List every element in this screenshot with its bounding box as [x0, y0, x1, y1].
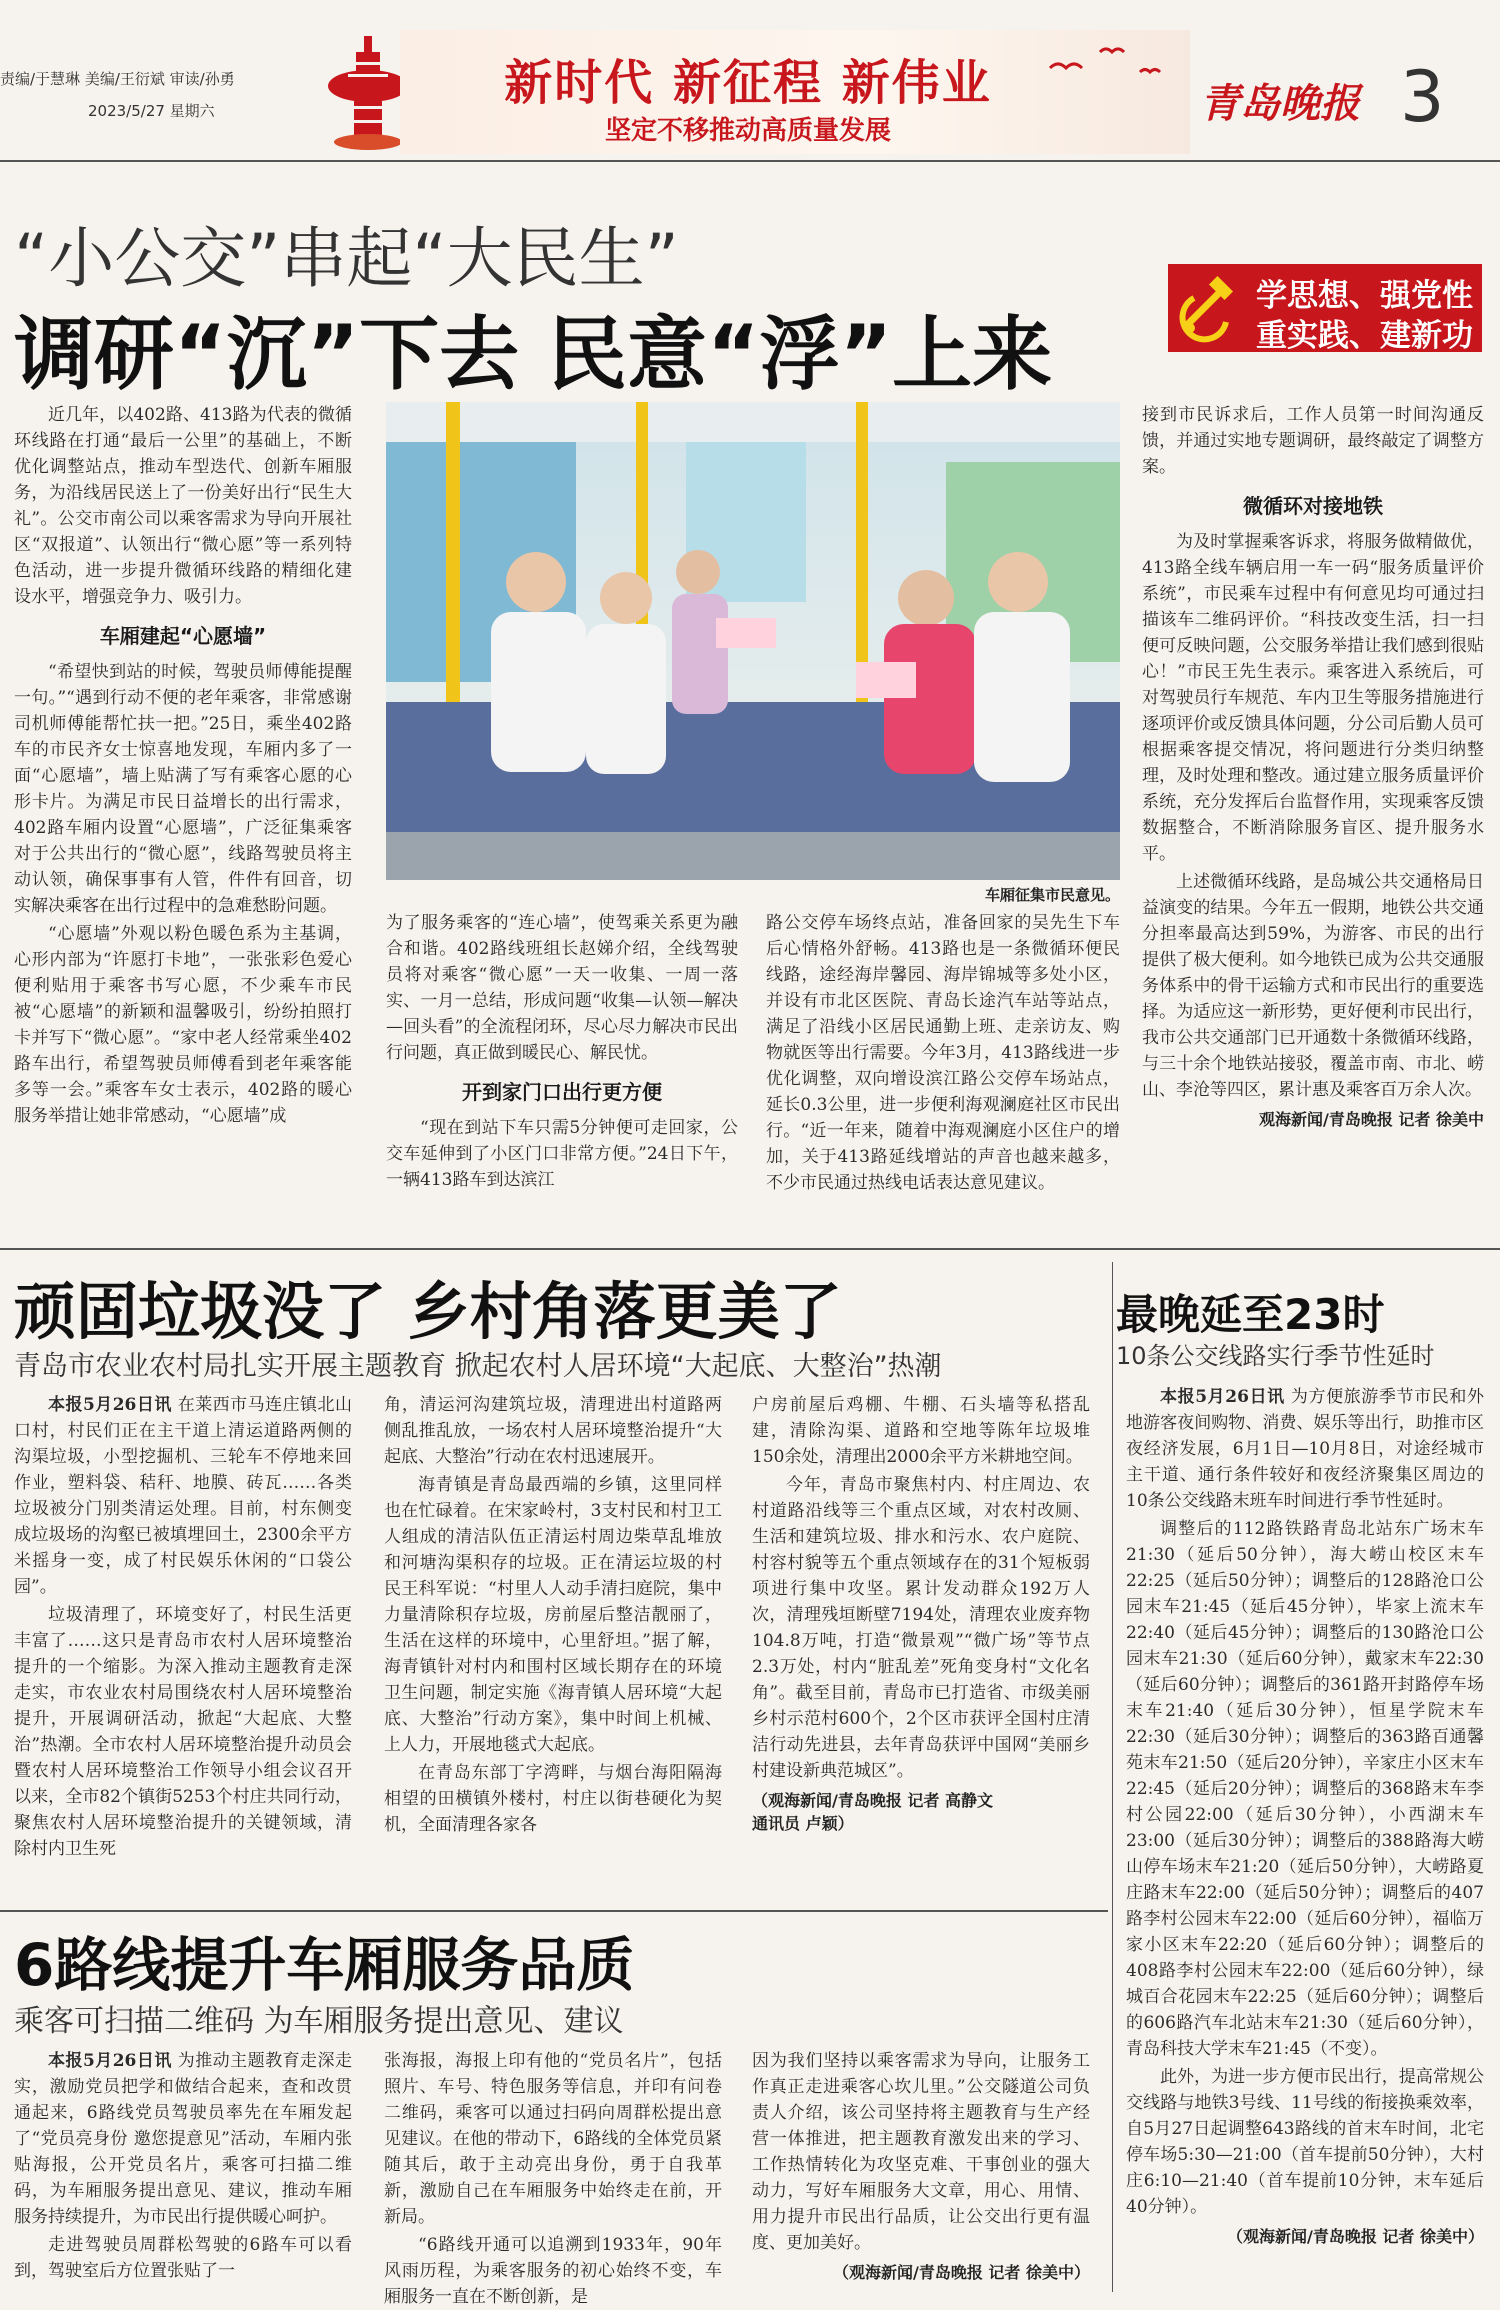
article4-paragraph: 走进驾驶员周群松驾驶的6路车可以看到，驾驶室后方位置张贴了一 — [14, 2235, 352, 2281]
article3-subhead: 10条公交线路实行季节性延时 — [1116, 1342, 1435, 1370]
issue-date: 2023/5/27 星期六 — [88, 102, 215, 120]
page-number: 3 — [1400, 56, 1445, 138]
article1-col4 — [1142, 402, 1484, 1238]
article1-paragraph: 为及时掌握乘客诉求，将服务做精做优，413路全线车辆启用一车一码“服务质量评价系统”，市民乘车过程中有何意见均可通过扫描该车二维码评价。“科技改变生活，扫一扫便可反映问题，公交服务举措让我们感到很贴心！”市民王先生表示。乘客进入系统后，可对驾驶员行车规范、车内卫生等服务措施进行逐项评价或反馈具体问题，分公司后勤人员可根据乘客提交情况，将问题进行分类归纳整理，及时处理和整改。通过建立服务质量评价系统，充分发挥后台监督作用，实现乘客反馈数据整合，不断消除服务盲区、提升服务水平。 — [1142, 532, 1484, 864]
article4-col1 — [14, 2048, 352, 2296]
article2-credit-line2: 通讯员 卢颖） — [752, 1814, 854, 1833]
slogan-sub: 坚定不移推动高质量发展 — [604, 116, 891, 146]
article3-paragraph: 调整后的112路铁路青岛北站东广场末车21:30（延后50分钟），海大崂山校区末车22:25（延后50分钟）；调整后的128路沧口公园末车21:45（延后45分钟），毕家上流末车22:40（延后45分钟）；调整后的130路沧口公园末车21:30（延后60分钟），戴家末车22:30（延后60分钟）；调整后的361路开封路停车场末车21:40（延后30分钟），恒星学院末车22:30（延后30分钟）；调整后的363路百通馨苑末车21:50（延后20分钟），辛家庄小区末车22:45（延后20分钟）；调整后的368路末车李村公园22:00（延后30分钟），小西湖末车23:00（延后30分钟）；调整后的388路海大崂山停车场末车21:20（延后50分钟），大崂路夏庄路末车22:00（延后50分钟）；调整后的407路李村公园末车22:00（延后60分钟），福临万家小区末车22:20（延后60分钟）；调整后的408路李村公园末车22:00（延后60分钟），绿城百合花园末车22:25（延后60分钟）；调整后的606路汽车北站末车21:30（延后60分钟），青岛科技大学末车21:45（不变）。 — [1126, 1519, 1484, 2059]
article4-subhead: 乘客可扫描二维码 为车厢服务提出意见、建议 — [14, 2004, 624, 2039]
article2-paragraph: 今年，青岛市聚焦村内、村庄周边、农村道路沿线等三个重点区域，对农村改厕、生活和建筑垃圾、排水和污水、农户庭院、村容村貌等五个重点领域存在的31个短板弱项进行集中攻坚。累计发动群众192万人次，清理残垣断壁7194处，清理农业废弃物104.8万吨，打造“微景观”“微广场”等节点2.3万处，村内“脏乱差”死角变身村“文化名角”。截至目前，青岛市已打造省、市级美丽乡村示范村600个，2个区市获评全国村庄清洁行动先进县，去年青岛获评中国网“美丽乡村建设新典范城区”。 — [752, 1475, 1090, 1781]
article1-subhead2: 开到家门口出行更方便 — [462, 1080, 662, 1104]
masthead-divider — [0, 160, 1500, 162]
article2-credit-line1: （观海新闻/青岛晚报 记者 高静文 — [752, 1791, 993, 1810]
party-badge — [1168, 264, 1482, 352]
article2-paragraph: 垃圾清理了，环境变好了，村民生活更丰富了……这只是青岛市农村人居环境整治提升的一个缩影。为深入推动主题教育走深走实，市农业农村局围绕农村人居环境整治提升，开展调研活动，掀起“大起底、大整治”热潮。全市农村人居环境整治提升动员会暨农村人居环境整治工作领导小组会议召开以来，全市82个镇街5253个村庄共同行动，聚焦农村人居环境整治提升的关键领域，清除村内卫生死 — [14, 1605, 352, 1859]
article3-dateline: 本报5月26日讯 — [1160, 1387, 1285, 1407]
article1-paragraph: 上述微循环线路，是岛城公共交通格局日益演变的结果。今年五一假期，地铁公共交通分担率最高达到59%，为游客、市民的出行提供了极大便利。如今地铁已成为公共交通服务体系中的骨干运输方式和市民出行的重要选择。为适应这一新形势，更好便利市民出行，我市公共交通部门已开通数十条微循环线路，与三十余个地铁站接驳，覆盖市南、市北、崂山、李沧等四区，累计惠及乘客百万余人次。 — [1142, 872, 1484, 1100]
vertical-divider — [1112, 1262, 1113, 2292]
article3-headline: 最晚延至23时 — [1116, 1290, 1385, 1339]
article1-paragraph: 路公交停车场终点站，准备回家的吴先生下车后心情格外舒畅。413路也是一条微循环便民线路，途经海岸馨园、海岸锦城等多处小区，并设有市北区医院、青岛长途汽车站等站点，满足了沿线小区居民通勤上班、走亲访友、购物就医等出行需要。今年3月，413路线进一步优化调整，双向增设滨江路公交停车场站点，延长0.3公里，进一步便利海观澜庭社区市民出行。“近一年来，随着中海观澜庭小区住户的增加，关于413路延线增站的声音也越来越多，不少市民通过热线电话表达意见建议。 — [766, 913, 1120, 1193]
article1-paragraph: “现在到站下车只需5分钟便可走回家，公交车延伸到了小区门口非常方便。”24日下午，一辆413路车到达滨江 — [386, 1118, 738, 1190]
article1-subhead1: 车厢建起“心愿墙” — [99, 624, 267, 648]
badge-line2: 重实践、建新功 — [1256, 318, 1473, 354]
article1-col3 — [766, 910, 1120, 1238]
birds-decoration-icon — [1040, 38, 1180, 88]
article2-dateline: 本报5月26日讯 — [48, 1395, 172, 1415]
paper-name: 青岛晚报 — [1200, 80, 1360, 127]
article2-col3 — [752, 1392, 1090, 1902]
article2-headline: 顽固垃圾没了 乡村角落更美了 — [14, 1275, 842, 1348]
article1-credit: 观海新闻/青岛晚报 记者 徐美中 — [1259, 1110, 1484, 1129]
article4-col2 — [384, 2048, 722, 2307]
article1-kicker: “小公交”串起“大民生” — [14, 220, 679, 297]
badge-line1: 学思想、强党性 — [1256, 278, 1473, 314]
article1-headline: 调研“沉”下去 民意“浮”上来 — [14, 308, 1053, 401]
photo-caption: 车厢征集市民意见。 — [984, 886, 1120, 904]
article2-col2 — [384, 1392, 722, 1902]
bus-interior-photo — [386, 402, 1120, 880]
article1-paragraph: “心愿墙”外观以粉色暖色系为主基调，心形内部为“许愿打卡地”，一张张彩色爱心便利贴用于乘客书写心愿，不少乘车市民被“心愿墙”的新颖和温馨吸引，纷纷拍照打卡并写下“微心愿”。“家中老人经常乘坐402路车出行，希望驾驶员师傅看到老年乘客能多等一会。”乘客车女士表示，402路的暖心服务举措让她非常感动，“心愿墙”成 — [14, 924, 352, 1126]
article2-paragraph: 海青镇是青岛最西端的乡镇，这里同样也在忙碌着。在宋家岭村，3支村民和村卫工人组成的清洁队伍正清运村周边柴草乱堆放和河塘沟渠积存的垃圾。正在清运垃圾的村民王科军说：“村里人人动手清扫庭院，集中力量清除积存垃圾，房前屋后整洁靓丽了，生活在这样的环境中，心里舒坦。”据了解，海青镇针对村内和围村区域长期存在的环境卫生问题，制定实施《海青镇人居环境“大起底、大整治”行动方案》，集中时间上机械、上人力，开展地毯式大起底。 — [384, 1475, 722, 1755]
article3-body — [1126, 1384, 1484, 2296]
slogan-banner — [400, 30, 1190, 154]
slogan-main: 新时代 新征程 新伟业 — [504, 55, 992, 111]
article2-paragraph — [14, 1392, 352, 1600]
article2-credit — [752, 1788, 1090, 1834]
section-divider — [0, 1248, 1500, 1250]
article4-paragraph: 张海报，海报上印有他的“党员名片”，包括照片、车号、特色服务等信息，并印有问卷二维码，乘客可以通过扫码向周群松提出意见建议。在他的带动下，6路线的全体党员紧随其后，敢于主动亮出身份，勇于自我革新，激励自己在车厢服务中始终走在前，开新局。 — [384, 2051, 722, 2227]
article3-paragraph: 此外，为进一步方便市民出行，提高常规公交线路与地铁3号线、11号线的衔接换乘效率，自5月27日起调整643路线的首末车时间，北宅停车场5:30—21:00（首车提前50分钟），大村庄6:10—21:40（首车提前10分钟，末车延后40分钟）。 — [1126, 2067, 1484, 2217]
article1-paragraph: 接到市民诉求后，工作人员第一时间沟通反馈，并通过实地专题调研，最终敲定了调整方案。 — [1142, 405, 1484, 477]
article4-headline: 6路线提升车厢服务品质 — [14, 1931, 635, 1999]
article4-paragraph — [14, 2048, 352, 2230]
article4-dateline: 本报5月26日讯 — [48, 2051, 172, 2071]
article2-paragraph: 在青岛东部丁字湾畔，与烟台海阳隔海相望的田横镇外楼村，村庄以街巷硬化为契机，全面清理各家各 — [384, 1763, 722, 1835]
article1-col1 — [14, 402, 352, 1238]
article3-credit: （观海新闻/青岛晚报 记者 徐美中） — [1227, 2227, 1484, 2246]
article4-text: 为推动主题教育走深走实，激励党员把学和做结合起来，查和改贯通起来，6路线党员驾驶员率先在车厢发起了“党员亮身份 邀您提意见”活动，车厢内张贴海报，公开党员名片，乘客可扫描二维码，为车厢服务提出意见、建议，推动车厢服务持续提升，为市民出行提供暖心呵护。 — [14, 2051, 353, 2227]
article4-credit: （观海新闻/青岛晚报 记者 徐美中） — [833, 2263, 1090, 2282]
article3-paragraph — [1126, 1384, 1484, 1514]
article2-text: 在莱西市马连庄镇北山口村，村民们正在主干道上清运道路两侧的沟渠垃圾，小型挖掘机、三轮车不停地来回作业，塑料袋、秸秆、地膜、砖瓦……各类垃圾被分门别类清运处理。目前，村东侧变成垃圾场的沟壑已被填埋回土，2300余平方米摇身一变，成了村民娱乐休闲的“口袋公园”。 — [14, 1395, 353, 1597]
article2-subhead: 青岛市农业农村局扎实开展主题教育 掀起农村人居环境“大起底、大整治”热潮 — [14, 1351, 942, 1382]
article2-paragraph: 角，清运河沟建筑垃圾，清理进出村道路两侧乱推乱放，一场农村人居环境整治提升“大起底、大整治”行动在农村迅速展开。 — [384, 1395, 722, 1467]
article1-subhead3: 微循环对接地铁 — [1243, 494, 1383, 518]
article1-paragraph: “希望快到站的时候，驾驶员师傅能提醒一句。”“遇到行动不便的老年乘客，非常感谢司机师傅能帮忙扶一把。”25日，乘坐402路车的市民齐女士惊喜地发现，车厢内多了一面“心愿墙”，墙上贴满了写有乘客心愿的心形卡片。为满足市民日益增长的出行需求，402路车厢内设置“心愿墙”，广泛征集乘客对于公共出行的“微心愿”，线路驾驶员将主动认领，确保事事有人管，件件有回音，切实解决乘客在出行过程中的急难愁盼问题。 — [14, 662, 352, 916]
editors-line: 责编/于慧琳 美编/王衍斌 审读/孙勇 — [0, 70, 235, 88]
article4-paragraph: “6路线开通可以追溯到1933年，90年风雨历程，为乘客服务的初心始终不变，车厢服务一直在不断创新，是 — [384, 2235, 722, 2307]
article3-text: 为方便旅游季节市民和外地游客夜间购物、消费、娱乐等出行，助推市区夜经济发展，6月1日—10月8日，对途经城市主干道、通行条件较好和夜经济聚集区周边的10条公交线路末班车时间进行季节性延时。 — [1126, 1387, 1485, 1511]
article4-paragraph: 因为我们坚持以乘客需求为导向，让服务工作真正走进乘客心坎儿里。”公交隧道公司负责人介绍，该公司坚持将主题教育与生产经营一体推进，把主题教育激发出来的学习、工作热情转化为攻坚克难、干事创业的强大动力，写好车厢服务大文章，用心、用情、用力提升市民出行品质，让公交出行更有温度、更加美好。 — [752, 2051, 1090, 2253]
article4-col3 — [752, 2048, 1090, 2296]
hammer-sickle-icon — [1174, 272, 1244, 342]
article2-paragraph: 户房前屋后鸡棚、牛棚、石头墙等私搭乱建，清除沟渠、道路和空地等陈年垃圾堆150余处，清理出2000余平方米耕地空间。 — [752, 1395, 1090, 1467]
article1-col2 — [386, 910, 738, 1238]
section-divider — [0, 1910, 1108, 1912]
article1-paragraph: 为了服务乘客的“连心墙”，使驾乘关系更为融合和谐。402路线班组长赵娣介绍，全线驾驶员将对乘客“微心愿”一天一收集、一周一落实、一月一总结，形成问题“收集—认领—解决—回头看”的全流程闭环，尽心尽力解决市民出行问题，真正做到暖民心、解民忧。 — [386, 913, 738, 1063]
article1-intro: 近几年，以402路、413路为代表的微循环线路在打通“最后一公里”的基础上，不断优化调整站点，推动车型迭代、创新车厢服务，为沿线居民送上了一份美好出行“民生大礼”。公交市南公司以乘客需求为导向开展社区“双报道”、认领出行“微心愿”等一系列特色活动，进一步提升微循环线路的精细化建设水平，增强竞争力、吸引力。 — [14, 405, 352, 607]
article2-col1 — [14, 1392, 352, 1902]
